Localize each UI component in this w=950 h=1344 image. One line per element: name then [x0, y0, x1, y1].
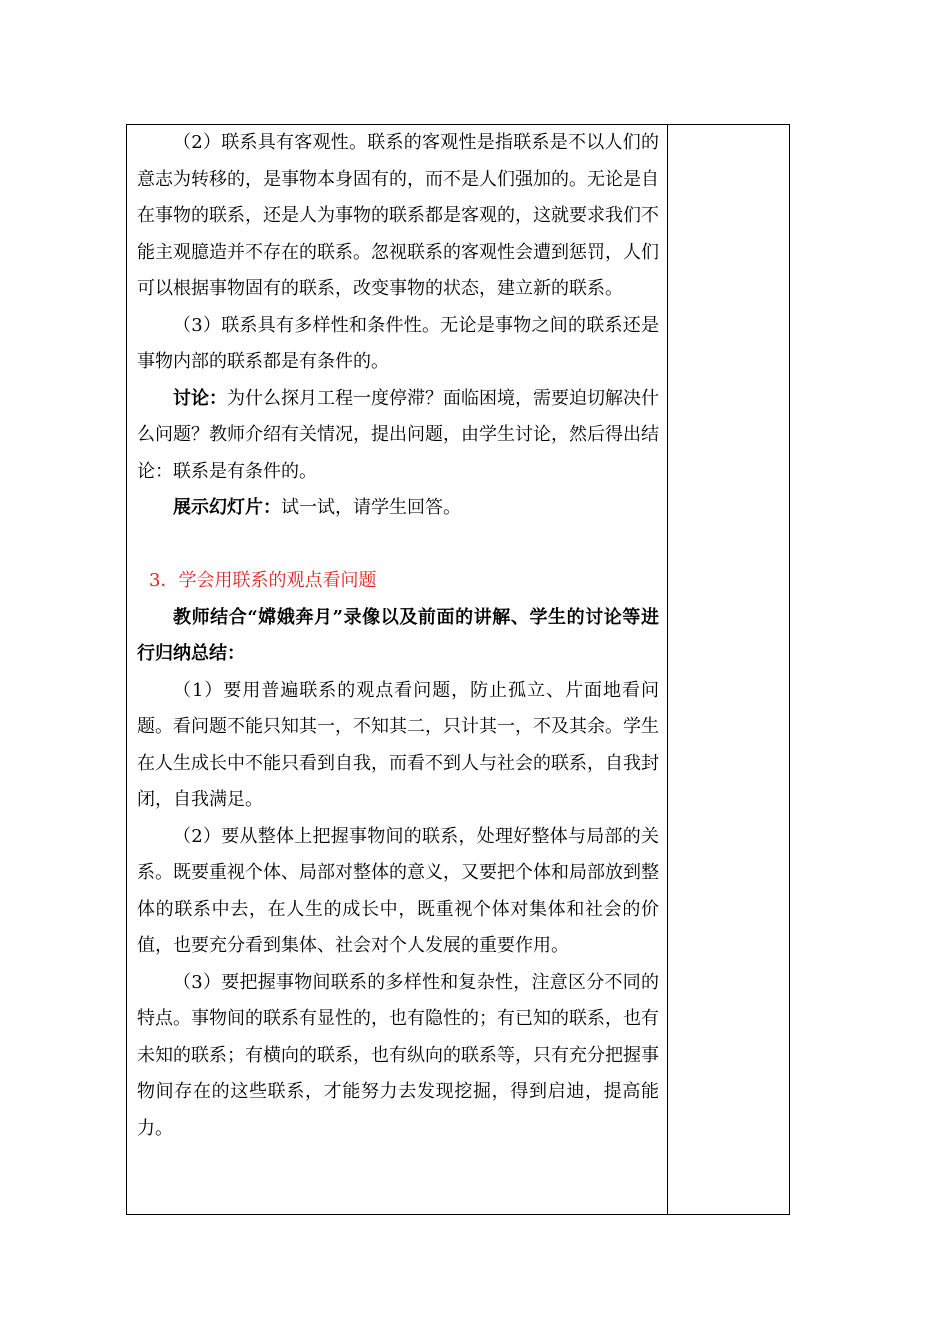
- paragraph-summary-intro: 教师结合“嫦娥奔月”录像以及前面的讲解、学生的讨论等进行归纳总结：: [137, 606, 659, 664]
- paragraph-point-3: （3）要把握事物间联系的多样性和复杂性，注意区分不同的特点。事物间的联系有显性的，也有隐性的；有已知的联系，也有未知的联系；有横向的联系，也有纵向的联系等，只有充分把握事物间存在的这些联系，才能努力去发现挖掘，得到启迪，提高能力。: [137, 971, 659, 1139]
- slides-label: 展示幻灯片：: [173, 497, 281, 518]
- paragraph-point-2: （2）要从整体上把握事物间的联系，处理好整体与局部的关系。既要重视个体、局部对整体的意义，又要把个体和局部放到整体的联系中去，在人生的成长中，既重视个体对集体和社会的价值，也要充分看到集体、社会对个人发展的重要作用。: [137, 825, 659, 956]
- paragraph-discussion: [137, 381, 659, 491]
- lesson-table: [126, 124, 790, 1215]
- side-notes-cell: [668, 125, 790, 1214]
- paragraph-point-1: （1）要用普遍联系的观点看问题，防止孤立、片面地看问题。看问题不能只知其一，不知其二，只计其一，不及其余。学生在人生成长中不能只看到自我，而看不到人与社会的联系，自我封闭，自我满足。: [137, 679, 659, 810]
- section-heading: 3．学会用联系的观点看问题: [149, 570, 377, 591]
- paragraph-diversity: （3）联系具有多样性和条件性。无论是事物之间的联系还是事物内部的联系都是有条件的。: [137, 314, 659, 372]
- paragraph-slides: [137, 490, 659, 527]
- spacer: [137, 527, 659, 564]
- discussion-text: 为什么探月工程一度停滞？面临困境，需要迫切解决什么问题？教师介绍有关情况，提出问题，由学生讨论，然后得出结论：联系是有条件的。: [137, 387, 659, 482]
- main-content-cell: [137, 125, 659, 1147]
- slides-text: 试一试，请学生回答。: [281, 497, 461, 518]
- paragraph-objectivity: （2）联系具有客观性。联系的客观性是指联系是不以人们的意志为转移的，是事物本身固有的，而不是人们强加的。无论是自在事物的联系，还是人为事物的联系都是客观的，这就要求我们不能主观臆造并不存在的联系。忽视联系的客观性会遭到惩罚，人们可以根据事物固有的联系，改变事物的状态，建立新的联系。: [137, 132, 659, 299]
- discussion-label: 讨论：: [173, 387, 227, 409]
